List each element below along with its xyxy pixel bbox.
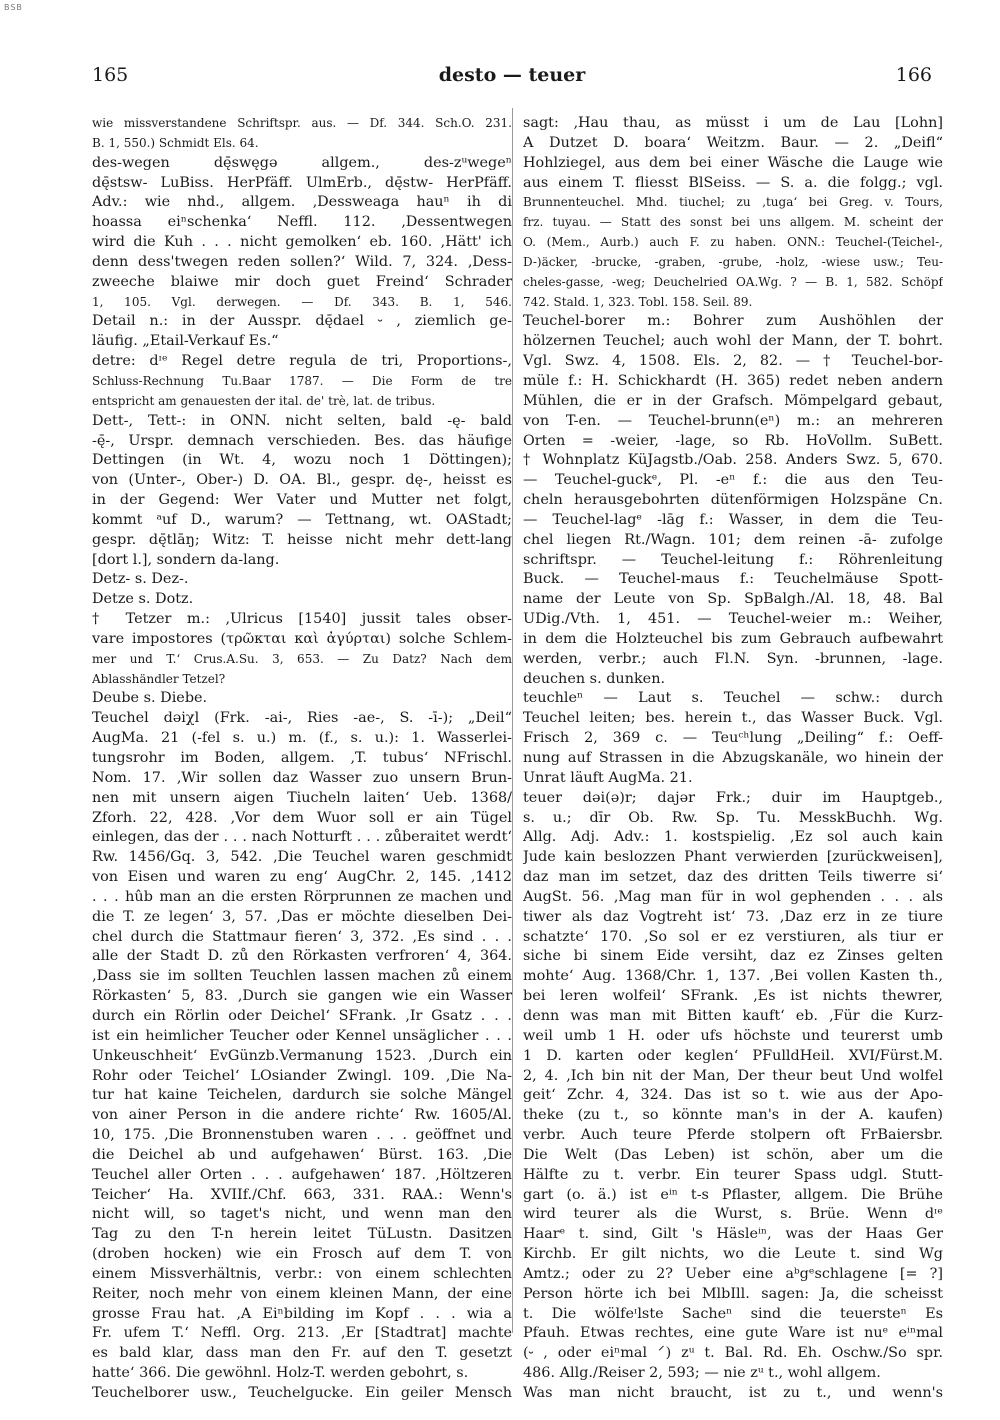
text-line: Haarᵉ t. sind, Gilt 's Häsleⁱⁿ, was der Haas Ger <box>523 1226 943 1243</box>
text-line: chel liegen Rt./Wagn. 101; dem reinen -ā- zufolge <box>523 531 943 548</box>
text-line: denn dess'twegen reden sollen?‘ Wild. 7, 324. ‚Dess- <box>92 253 512 270</box>
text-line: Hälfte zu t. verbr. Ein teurer Spass udgl. Stutt- <box>523 1166 943 1183</box>
page-header <box>92 64 932 90</box>
text-line: Unkeuschheit‘ EvGünzb.Vermanung 1523. ‚Durch ein <box>92 1047 512 1064</box>
text-line: einem Missverhältnis, verbr.: von einem schlechten <box>92 1265 512 1282</box>
text-line: von T-en. — Teuchel-brunn(eⁿ) m.: an mehreren <box>523 412 943 429</box>
text-line: 1, 105. Vgl. derwegen. — Df. 343. B. 1, 546. <box>92 294 512 309</box>
text-line: hölzernen Teuchel; auch wohl der Mann, der T. bohrt. <box>523 333 943 350</box>
text-line: Pfauh. Etwas rechtes, eine gute Ware ist nuᵉ eⁱⁿmal <box>523 1325 943 1342</box>
text-line: weil umb 1 H. oder ufs höchste und teurerst umb <box>523 1027 943 1044</box>
column-divider <box>512 108 513 1333</box>
text-line: schriftspr. — Teuchel-leitung f.: Röhrenleitung <box>523 551 943 568</box>
text-line: . . . hûb man an die ersten Rörprunnen ze machen und <box>92 888 512 905</box>
page-number-left: 165 <box>92 64 129 86</box>
text-line: Nom. 17. ‚Wir sollen daz Wasser zuo unsern Brun- <box>92 769 512 786</box>
text-line: teuchleⁿ — Laut s. Teuchel — schw.: durch <box>523 690 943 707</box>
text-line: cheln herausgebohrten dütenförmigen Holzspäne Cn. <box>523 492 943 509</box>
text-line: mer und T.‘ Crus.A.Su. 3, 653. — Zu Datz? Nach dem <box>92 651 512 666</box>
text-line: Die Welt (Das Leben) ist schön, aber um die <box>523 1146 943 1163</box>
text-line: siche bi sinem Eide versiht, daz ez Zinses gelten <box>523 948 943 965</box>
text-line: Hohlziegel, aus dem bei einer Wäsche die Lauge wie <box>523 154 943 171</box>
text-line: von Eisen und waren zu eng‘ AugChr. 2, 145. ‚1412 <box>92 869 512 886</box>
text-line: Zforh. 22, 428. ‚Vor dem Wuor soll er ain Tügel <box>92 809 512 826</box>
text-line: Tag zu den T-n herein leitet TüLustn. Dasitzen <box>92 1226 512 1243</box>
text-line: in der Gegend: Wer Vater und Mutter net folgt, <box>92 492 512 509</box>
text-line: Detz- s. Dez-. <box>92 571 189 588</box>
text-line: wird die Kuh . . . nicht gemolken‘ eb. 160. ‚Hätt' ich <box>92 234 512 251</box>
text-line: von (Unter-, Ober-) D. OA. Bl., gespr. dę-, heisst es <box>92 472 512 489</box>
text-line: die T. ze legen‘ 3, 57. ‚Das er möchte dieselben Dei- <box>92 908 512 925</box>
text-line: des-wegen dę̄swęgə allgem., des-zᵘwegeⁿ <box>92 154 512 171</box>
text-line: (⏑ , oder eiⁿmal ⸍) zᵘ t. Bal. Rd. Eh. Oschw./So spr. <box>523 1345 943 1362</box>
text-line: Teuchel leiten; bes. herein t., das Wasser Buck. Vgl. <box>523 710 943 727</box>
text-line: Was man nicht braucht, ist zu t., und wenn's <box>523 1385 943 1401</box>
page-number-right: 166 <box>895 64 932 86</box>
text-line: cheles-gasse, -weg; Deuchelried OA.Wg. ? — B. 1, 582. Schöpf <box>523 274 943 289</box>
text-line: deuchen s. dunken. <box>523 670 666 687</box>
text-line: daz man im setzet, daz des dritten Teils tiwerre si‘ <box>523 869 943 886</box>
text-line: Rörkasten‘ 5, 83. ‚Durch sie gangen wie ein Wasser <box>92 988 512 1005</box>
text-line: detre: dᶦᵉ Regel detre regula de tri, Proportions-, <box>92 353 512 370</box>
text-line: tiwer als daz Vogtreht ist‘ 73. ‚Daz erz in ze tiure <box>523 908 943 925</box>
text-line: Jude kain beslozzen Phant verwierden [zurückweisen], <box>523 849 943 866</box>
text-line: Brunnenteuchel. Mhd. tiuchel; zu ‚tuga‘ bei Greg. v. Tours, <box>523 195 943 210</box>
text-line: mohte‘ Aug. 1368/Chr. 1, 137. ‚Bei vollen Kasten th., <box>523 968 943 985</box>
text-line: teuer dəi(ə)r; dajər Frk.; duir im Hauptgeb., <box>523 789 943 806</box>
left-column <box>92 114 512 1404</box>
text-line: sagt: ‚Hau thau, as müsst i um de Lau [Lohn] <box>523 115 943 131</box>
right-column <box>523 114 943 1404</box>
text-line: † Wohnplatz KüJagstb./Oab. 258. Anders Swz. 5, 670. <box>523 452 943 469</box>
text-line: [dort l.], sondern da-lang. <box>92 551 280 568</box>
text-line: denn was man mit Bitten kauft‘ eb. ‚Für die Kurz- <box>523 1007 943 1024</box>
text-line: theke (zu t., so könnte man's in der A. kaufen) <box>523 1107 943 1124</box>
text-line: aus einem T. fliesst BlSeiss. — S. a. die folgg.; vgl. <box>523 174 943 191</box>
text-line: Dettingen (in Wt. 4, wozu noch 1 Döttingen); <box>92 452 512 469</box>
text-line: geit‘ Zchr. 4, 324. Das ist so t. wie aus der Apo- <box>523 1087 943 1104</box>
text-line: kommt ᵃuf D., warum? — Tettnang, wt. OAStadt; <box>92 511 512 528</box>
text-line: vare impostores (τρῶκται καὶ ἀγύρται) solche Schlem- <box>92 630 512 647</box>
text-line: Buck. — Teuchel-maus f.: Teuchelmäuse Spott- <box>523 571 943 588</box>
text-line: schatzte‘ 170. ‚So sol er ez verstiuren, als tiur er <box>523 928 943 945</box>
text-line: hatte‘ 366. Die gewöhnl. Holz-T. werden gebohrt, s. <box>92 1365 469 1382</box>
text-line: es bald klar, dass man den Fr. auf den T. gesetzt <box>92 1345 512 1362</box>
running-title: desto — teuer <box>438 64 586 86</box>
text-line: O. (Mem., Aurb.) auch F. zu haben. ONN.: Teuchel-(Teichel-, <box>523 235 943 250</box>
text-line: Dett-, Tett-: in ONN. nicht selten, bald -ę- bald <box>92 412 512 429</box>
text-line: nung auf Strassen in die Abzugskanäle, wo hinein der <box>523 750 943 766</box>
text-line: bei leren wolfeil‘ SFrank. ‚Es ist nichts thewrer, <box>523 988 943 1005</box>
text-line: Frisch 2, 369 c. — Teuᶜʰlung „Deiling“ f.: Oeff- <box>523 730 943 747</box>
text-line: Teuchel dəiχl (Frk. -ai-, Ries -ae-, S. -ī-); „Deil“ <box>92 710 512 727</box>
text-line: Allg. Adj. Adv.: 1. kostspielig. ‚Ez sol auch kain <box>523 829 943 846</box>
text-line: A Dutzet D. boara‘ Weitzm. Baur. — 2. „Deifl“ <box>523 134 943 151</box>
text-line: Amtz.; oder zu 2? Ueber eine aᵇgᵉschlagene [= ?] <box>523 1265 943 1282</box>
text-line: grosse Frau hat. ‚A Eiⁿbilding im Kopf . . . wia a <box>92 1305 512 1322</box>
text-line: AugSt. 56. ‚Mag man für in wol gephenden . . . als <box>523 888 943 905</box>
text-line: Deube s. Diebe. <box>92 690 208 707</box>
text-line: t. Die wölfeᶦlste Sacheⁿ sind die teuersteⁿ Es <box>523 1305 943 1322</box>
text-line: ‚Dass sie im sollten Teuchlen lassen machen zů einem <box>92 968 512 985</box>
text-line: Person hörte ich bei MlbIll. sagen: Ja, die scheisst <box>523 1285 943 1302</box>
text-line: UDig./Vth. 1, 451. — Teuchel-weier m.: Weiher, <box>523 611 943 628</box>
text-line: frz. tuyau. — Statt des sonst bei uns allgem. M. scheint der <box>523 215 943 230</box>
text-line: entspricht am genauesten der ital. de' trè, lat. de tribus. <box>92 393 436 408</box>
text-line: (droben hocken) wie ein Frosch auf dem T. von <box>92 1246 512 1263</box>
text-line: verbr. Auch teure Pferde stolpern oft FrBaiersbr. <box>523 1127 943 1144</box>
text-line: läufig. „Etail-Verkauf Es.“ <box>92 333 279 350</box>
text-line: Teicher‘ Ha. XVIIf./Chf. 663, 331. RAA.: Wenn's <box>92 1186 512 1203</box>
text-line: name der Leute von Sp. SpBalgh./Al. 18, 48. Bal <box>523 591 943 608</box>
text-line: alle der Stadt D. zů den Rörkasten verfroren‘ 4, 364. <box>92 948 512 965</box>
text-line: Detail n.: in der Ausspr. dę̄dael ⏑ , ziemlich ge- <box>92 313 512 330</box>
text-line: Reiter, noch mehr von einem kleinen Mann, der eine <box>92 1285 512 1302</box>
text-line: durch ein Rörlin oder Deichel‘ SFrank. ‚Ir Gsatz . . . <box>92 1007 512 1024</box>
text-line: nicht will, so taget's nicht, und wenn man den <box>92 1206 512 1223</box>
text-line: † Tetzer m.: ‚Ulricus [1540] jussit tales obser- <box>92 611 512 628</box>
text-line: zweeche blaiwe mir doch guet Freind‘ Schrader <box>92 273 512 290</box>
text-line: von ainer Person in die andere richte‘ Rw. 1605/Al. <box>92 1107 512 1124</box>
text-line: dę̄stsw- LuBiss. HerPfäff. UlmErb., dę̄stw- HerPfäff. <box>92 174 512 191</box>
text-line: AugMa. 21 (-fel s. u.) m. (f., s. u.): 1. Wasserlei- <box>92 730 512 747</box>
text-line: Unrat läuft AugMa. 21. <box>523 769 693 786</box>
text-line: 486. Allg./Reiser 2, 593; — nie zᵘ t., wohl allgem. <box>523 1365 881 1382</box>
text-line: Ablasshändler Tetzel? <box>92 671 226 686</box>
text-line: werden, verbr.; auch Fl.N. Syn. -brunnen, -lage. <box>523 650 943 667</box>
text-line: — Teuchel-guckᵉ, Pl. -eⁿ f.: die aus den Teu- <box>523 472 943 489</box>
text-line: tungsrohr im Boden, allgem. ‚T. tubus‘ NFrischl. <box>92 750 512 766</box>
text-line: ist ein heimlicher Teucher oder Kennel unsäglicher . . . <box>92 1027 512 1044</box>
text-line: Teuchelborer usw., Teuchelgucke. Ein geiler Mensch <box>92 1385 512 1401</box>
text-line: D-)äcker, -brucke, -graben, -grube, -holz, -wiese usw.; Teu- <box>523 254 943 269</box>
text-line: B. 1, 550.) Schmidt Els. 64. <box>92 135 259 150</box>
text-line: — Teuchel-lagᵉ -lāg f.: Wasser, in dem die Teu- <box>523 511 943 528</box>
text-line: nen mit unsern aigen Tiucheln laiten‘ Ueb. 1368/ <box>92 789 512 806</box>
text-line: in dem die Holzteuchel bis zum Gebrauch aufbewahrt <box>523 630 943 647</box>
text-line: Rw. 1456/Gq. 3, 542. ‚Die Teuchel waren geschmidt <box>92 849 512 866</box>
text-line: tur hat kaine Teichelen, dardurch sie solche Mängel <box>92 1087 512 1104</box>
text-line: Vgl. Swz. 4, 1508. Els. 2, 82. — † Teuchel-bor- <box>523 353 943 370</box>
library-stamp: BSB <box>4 3 23 12</box>
text-line: müle f.: H. Schickhardt (H. 365) redet neben andern <box>523 372 943 389</box>
text-line: 742. Stald. 1, 323. Tobl. 158. Seil. 89. <box>523 294 753 309</box>
text-line: 2, 4. ‚Ich bin nit der Man, Der theur beut Und wolfel <box>523 1067 943 1084</box>
text-line: Mühlen, die er in der Grafsch. Mömpelgard gebaut, <box>523 392 943 409</box>
text-line: einlegen, das der . . . nach Notturft . . . zůberaitet werdt‘ <box>92 829 512 846</box>
text-line: Kirchb. Er gilt nichts, wo die Leute t. sind Wg <box>523 1246 943 1263</box>
text-line: Detze s. Dotz. <box>92 591 194 608</box>
text-line: Fr. ufem T.‘ Neffl. Org. 213. ‚Er [Stadtrat] machte <box>92 1325 512 1342</box>
text-line: 1 D. karten oder keglen‘ PFulldHeil. XVI/Fürst.M. <box>523 1047 943 1064</box>
text-line: Teuchel aller Orten . . . aufgehawen‘ 187. ‚Höltzeren <box>92 1166 512 1183</box>
text-line: hoassa eiⁿschenka‘ Neffl. 112. ‚Dessentwegen <box>92 214 512 231</box>
text-line: die Deichel ab und aufgehawen‘ Bürst. 163. ‚Die <box>92 1146 512 1163</box>
text-line: s. u.; dīr Ob. Rw. Sp. Tu. MesskBuchh. Wg. <box>523 809 943 826</box>
text-line: gespr. dę̄tlāŋ; Witz: T. heisse nicht mehr dett-lang <box>92 531 512 548</box>
text-line: Rohr oder Teichel‘ LOsiander Zwingl. 109. ‚Die Na- <box>92 1067 512 1084</box>
text-line: Orten = -weier, -lage, so Rb. HoVollm. SuBett. <box>523 432 943 449</box>
text-line: 10, 175. ‚Die Bronnenstuben waren . . . geöffnet und <box>92 1127 512 1144</box>
text-line: wird teurer als die Wurst, s. Brüe. Wenn dᶦᵉ <box>523 1206 943 1223</box>
text-line: chel durch die Stattmaur fieren‘ 3, 372. ‚Es sind . . . <box>92 928 512 945</box>
text-line: Teuchel-borer m.: Bohrer zum Aushöhlen der <box>523 313 943 330</box>
text-line: Schluss-Rechnung Tu.Baar 1787. — Die Form de tre <box>92 373 512 388</box>
text-line: wie missverstandene Schriftspr. aus. — Df. 344. Sch.O. 231. <box>92 116 512 130</box>
text-line: gart (o. ä.) ist eⁱⁿ t-s Pflaster, allgem. Die Brühe <box>523 1186 943 1203</box>
text-line: Adv.: wie nhd., allgem. ‚Dessweaga hauⁿ ih di <box>92 194 512 211</box>
text-line: -ę̄-, Urspr. demnach verschieden. Bes. das häufige <box>92 432 512 449</box>
